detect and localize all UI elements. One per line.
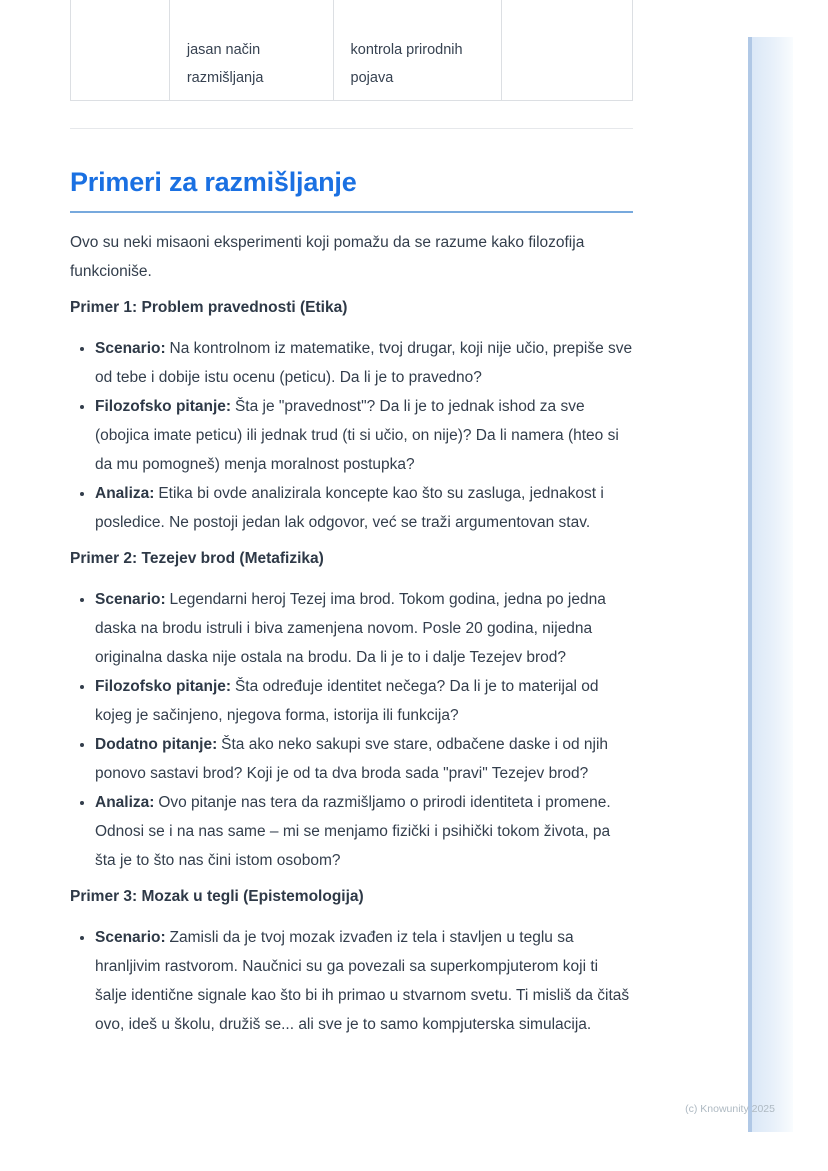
table-cell: jasan način razmišljanja xyxy=(170,0,334,100)
bullet-label: Filozofsko pitanje: xyxy=(95,398,232,415)
bullet-text: Šta ako neko sakupi sve stare, odbačene daske i od njih ponovo sastavi brod? Koji je od ta dva broda sada "pravi" Tezejev brod? xyxy=(95,736,609,782)
list-item xyxy=(95,392,633,479)
bullet-label: Dodatno pitanje: xyxy=(95,736,218,753)
copyright-watermark: (c) Knowunity 2025 xyxy=(685,1103,775,1115)
section-title: Primeri za razmišljanje xyxy=(70,167,357,197)
bullet-text: Zamisli da je tvoj mozak izvađen iz tela i stavljen u teglu sa hranljivim rastvorom. Naučnici su ga povezali sa superkompjuterom koji ti šalje identične signale kao što bi ih primao u stvarnom svetu. Ti misliš da čitaš ovo, ideš u školu, družiš se... ali sve je to samo kompjuterska simulacija. xyxy=(95,929,630,1033)
table-cell xyxy=(502,0,633,100)
list-item xyxy=(95,479,633,537)
example-3-list xyxy=(70,923,633,1039)
list-item xyxy=(95,672,633,730)
table-cell xyxy=(71,0,170,100)
horizontal-divider xyxy=(70,128,633,129)
bullet-label: Scenario: xyxy=(95,591,166,608)
bullet-text: Legendarni heroj Tezej ima brod. Tokom godina, jedna po jedna daska na brodu istruli i biva zamenjena novom. Posle 20 godina, nijedna originalna daska nije ostala na brodu. Da li je to i dalje Tezejev brod? xyxy=(95,591,606,666)
list-item xyxy=(95,923,633,1039)
example-1-list xyxy=(70,334,633,537)
bullet-label: Analiza: xyxy=(95,485,155,502)
bullet-text: Ovo pitanje nas tera da razmišljamo o prirodi identiteta i promene. Odnosi se i na nas same – mi se menjamo fizički i psihički tokom života, pa šta je to što nas čini istom osobom? xyxy=(95,794,611,869)
bullet-label: Scenario: xyxy=(95,340,166,357)
example-3-heading: Primer 3: Mozak u tegli (Epistemologija) xyxy=(70,888,364,905)
bullet-label: Filozofsko pitanje: xyxy=(95,678,232,695)
intro-paragraph: Ovo su neki misaoni eksperimenti koji pomažu da se razume kako filozofija funkcioniše. xyxy=(70,234,585,280)
page-edge-scroll-bar[interactable] xyxy=(748,37,793,1132)
example-2-list xyxy=(70,585,633,875)
example-1-heading: Primer 1: Problem pravednosti (Etika) xyxy=(70,299,348,316)
list-item xyxy=(95,585,633,672)
list-item xyxy=(95,334,633,392)
table-row xyxy=(70,0,633,101)
bullet-label: Scenario: xyxy=(95,929,166,946)
bullet-text: Šta određuje identitet nečega? Da li je to materijal od kojeg je sačinjeno, njegova forma, istorija ili funkcija? xyxy=(95,678,599,724)
bullet-text: Etika bi ovde analizirala koncepte kao što su zasluga, jednakost i posledice. Ne postoji jedan lak odgovor, već se traži argumentovan stav. xyxy=(95,485,604,531)
table-cell: kontrola prirodnih pojava xyxy=(334,0,503,100)
bullet-text: Šta je "pravednost"? Da li je to jednak ishod za sve (obojica imate peticu) ili jednak trud (ti si učio, on nije)? Da li namera (hteo si da mu pomogneš) menja moralnost postupka? xyxy=(95,398,619,473)
example-2-heading: Primer 2: Tezejev brod (Metafizika) xyxy=(70,550,324,567)
bullet-text: Na kontrolnom iz matematike, tvoj drugar, koji nije učio, prepiše sve od tebe i dobije istu ocenu (peticu). Da li je to pravedno? xyxy=(95,340,633,386)
bullet-label: Analiza: xyxy=(95,794,155,811)
document-page xyxy=(70,0,633,1039)
list-item xyxy=(95,730,633,788)
section-title-underline xyxy=(70,211,633,213)
list-item xyxy=(95,788,633,875)
